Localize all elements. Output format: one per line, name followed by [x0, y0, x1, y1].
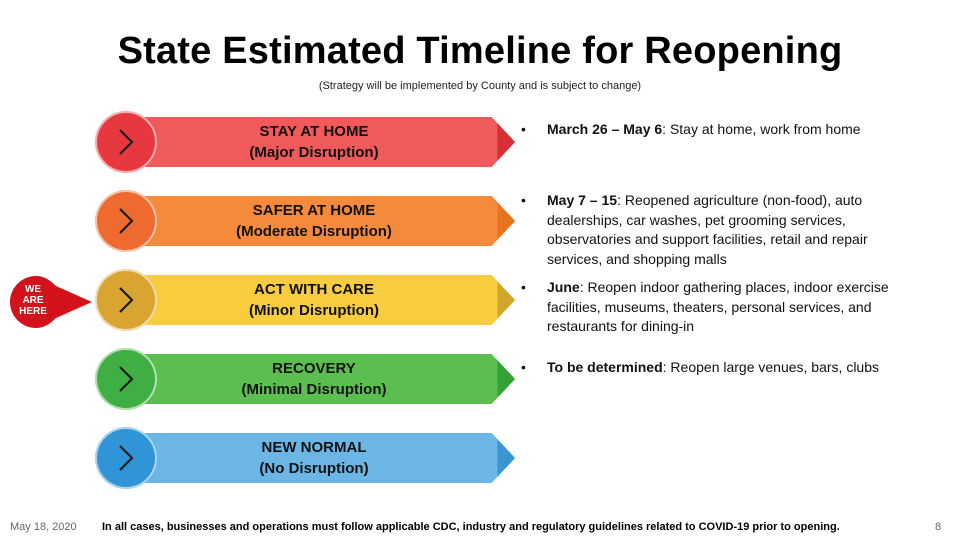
- bullet-icon: •: [521, 121, 526, 137]
- stage-disruption: (No Disruption): [259, 460, 369, 477]
- bullet-date: May 7 – 15: [547, 192, 618, 208]
- stage-safer-at-home: [95, 190, 515, 252]
- list-item: [521, 358, 921, 378]
- stage-label: [125, 354, 503, 404]
- list-item: [521, 191, 921, 269]
- chevron-right-icon: [95, 348, 157, 410]
- stage-name: NEW NORMAL: [261, 439, 367, 456]
- bullet-text: : Reopened agriculture (non-food), auto dealerships, car washes, pet grooming services, observatories and support facilities, retail and repair services, and shopping malls: [547, 192, 868, 267]
- page-subtitle: (Strategy will be implemented by County and is subject to change): [318, 80, 642, 92]
- stage-label: [125, 275, 503, 325]
- bullet-date: June: [547, 279, 580, 295]
- bullet-text: : Reopen indoor gathering places, indoor exercise facilities, museums, theaters, personal services, and restaurants for dining-in: [547, 279, 889, 334]
- stage-name: RECOVERY: [272, 360, 356, 377]
- chevron-circle: [95, 190, 157, 252]
- stage-label: [125, 433, 503, 483]
- chevron-right-icon: [95, 427, 157, 489]
- stage-disruption: (Minor Disruption): [249, 302, 379, 319]
- stage-stay-at-home: [95, 111, 515, 173]
- stage-disruption: (Major Disruption): [249, 144, 379, 161]
- bullet-icon: •: [521, 359, 526, 375]
- chevron-right-icon: [95, 269, 157, 331]
- stage-name: SAFER AT HOME: [252, 202, 376, 219]
- chevron-circle: [95, 111, 157, 173]
- bullet-text: : Reopen large venues, bars, clubs: [662, 359, 880, 375]
- chevron-right-icon: [95, 111, 157, 173]
- list-item: [521, 278, 921, 337]
- stage-new-normal: [95, 427, 515, 489]
- chevron-circle: [95, 348, 157, 410]
- stage-name: STAY AT HOME: [259, 123, 369, 140]
- bullet-icon: •: [521, 279, 526, 295]
- stage-label: [125, 117, 503, 167]
- stage-name: ACT WITH CARE: [254, 281, 374, 298]
- footer-date: May 18, 2020: [10, 521, 77, 533]
- list-item: [521, 120, 921, 140]
- page-title: State Estimated Timeline for Reopening: [117, 30, 843, 72]
- bullet-text: : Stay at home, work from home: [662, 121, 861, 137]
- footer-note: In all cases, businesses and operations must follow applicable CDC, industry and regulatory guidelines related to COVID-19 prior to opening.: [102, 521, 840, 533]
- chevron-right-icon: [95, 190, 157, 252]
- chevron-circle: [95, 269, 157, 331]
- bullet-date: To be determined: [547, 359, 663, 375]
- stage-label: [125, 196, 503, 246]
- stage-disruption: (Moderate Disruption): [236, 223, 392, 240]
- bullet-icon: •: [521, 192, 526, 208]
- stage-act-with-care: [95, 269, 515, 331]
- page-number: 8: [935, 521, 942, 533]
- chevron-circle: [95, 427, 157, 489]
- we-are-here-label: WE ARE HERE: [19, 284, 47, 317]
- bullet-date: March 26 – May 6: [547, 121, 663, 137]
- stage-recovery: [95, 348, 515, 410]
- stage-disruption: (Minimal Disruption): [241, 381, 387, 398]
